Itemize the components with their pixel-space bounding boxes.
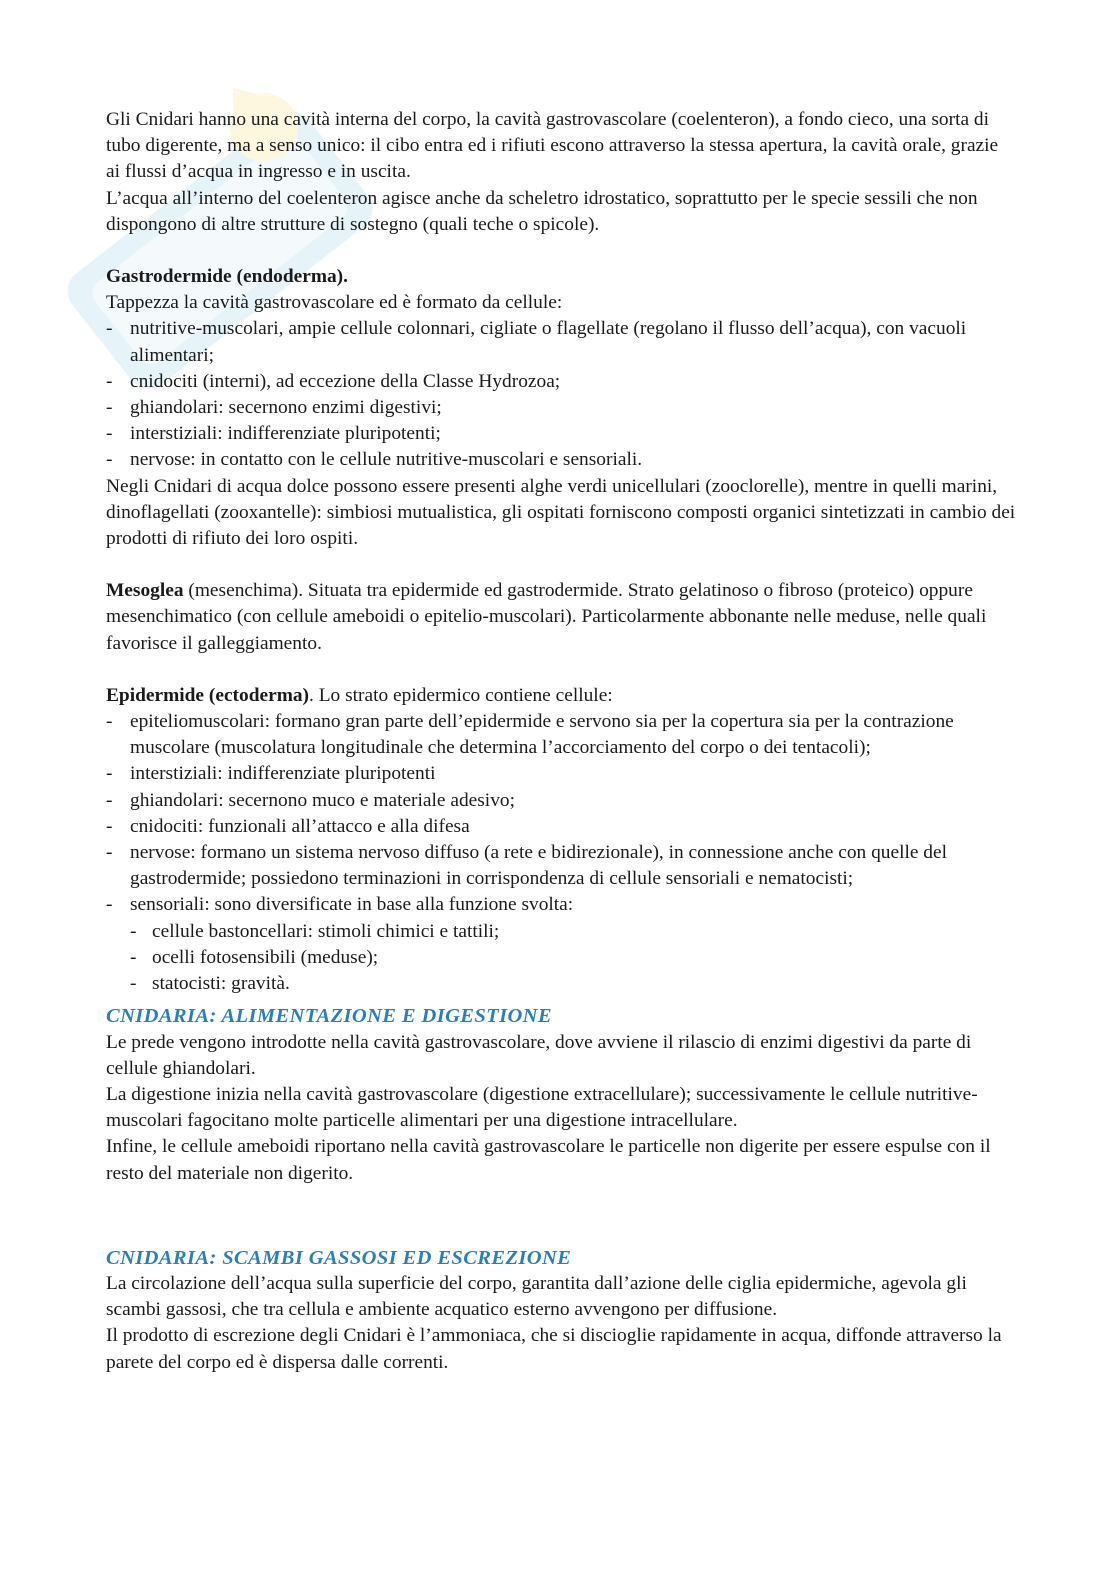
gastrodermide-after: Negli Cnidari di acqua dolce possono essere presenti alghe verdi unicellulari (zooclorelle), mentre in quelli marini, dinoflagellati (zooxantelle): simbiosi mutualistica, gli ospitati forniscono composti organici sintetizzati in cambio dei prodotti di rifiuto dei loro ospiti. [106,475,1016,550]
mesoglea-paragraph [106,578,1016,657]
gastrodermide-lead: Tappezza la cavità gastrovascolare ed è formato da cellule: [106,292,563,314]
sensoriali-sublist [130,919,1016,998]
epidermide-lead: . Lo strato epidermico contiene cellule: [309,684,613,706]
alimentazione-heading: CNIDARIA: ALIMENTAZIONE E DIGESTIONE [106,1005,552,1028]
intro-paragraph-1: Gli Cnidari hanno una cavità interna del corpo, la cavità gastrovascolare (coelenteron), a fondo cieco, una sorta di tubo digerente, ma a senso unico: il cibo entra ed i rifiuti escono attraverso la stessa apertura, la cavità orale, grazie ai flussi d’acqua in ingresso e in uscita. [106,109,999,183]
list-item-text: sensoriali: sono diversificate in base alla funzione svolta: [130,894,574,916]
epidermide-title: Epidermide (ectoderma) [106,684,310,706]
alimentazione-paragraph-2: La digestione inizia nella cavità gastrovascolare (digestione extracellulare); successivamente le cellule nutritive-muscolari fagocitano molte particelle alimentari per una digestione intracellulare. [106,1083,978,1132]
list-item: - cnidociti: funzionali all’attacco e alla difesa [106,814,1016,840]
list-item: - ghiandolari: secernono enzimi digestivi; [106,395,1016,421]
list-item: - epiteliomuscolari: formano gran parte dell’epidermide e servono sia per la copertura sia per la contrazione muscolare (muscolatura longitudinale che determina l’accorciamento del corpo o dei tentacoli); [106,709,1016,761]
mesoglea-title: Mesoglea [106,580,184,602]
epidermide-paragraph [106,683,1016,709]
alimentazione-paragraph-1: Le prede vengono introdotte nella cavità gastrovascolare, dove avviene il rilascio di enzimi digestivi da parte di cellule ghiandolari. [106,1031,972,1079]
sublist-item: - cellule bastoncellari: stimoli chimici e tattili; [130,919,1016,945]
epidermide-list [106,709,1016,997]
scambi-paragraph-1: La circolazione dell’acqua sulla superficie del corpo, garantita dall’azione delle ciglia epidermiche, agevola gli scambi gassosi, che tra cellula e ambiente acquatico esterno avvengono per diffusione. [106,1272,967,1321]
list-item [106,892,1016,997]
sublist-item: - ocelli fotosensibili (meduse); [130,945,1016,971]
intro-paragraph-2: L’acqua all’interno del coelenteron agisce anche da scheletro idrostatico, soprattutto per le specie sessili che non dispongono di altre strutture di sostegno (quali teche o spicole). [106,187,978,235]
gastrodermide-list [106,316,1016,473]
list-item: - cnidociti (interni), ad eccezione della Classe Hydrozoa; [106,369,1016,395]
list-item: - nervose: in contatto con le cellule nutritive-muscolari e sensoriali. [106,447,1016,473]
alimentazione-paragraph-3: Infine, le cellule ameboidi riportano nella cavità gastrovascolare le particelle non digerite per essere espulse con il resto del materiale non digerito. [106,1136,991,1184]
sublist-item: - statocisti: gravità. [130,971,1016,997]
document-page [106,107,1016,1376]
list-item: - ghiandolari: secernono muco e materiale adesivo; [106,788,1016,814]
list-item: - nutritive-muscolari, ampie cellule colonnari, cigliate o flagellate (regolano il flusso dell’acqua), con vacuoli alimentari; [106,316,1016,368]
gastrodermide-title: Gastrodermide (endoderma). [106,266,348,288]
list-item: - nervose: formano un sistema nervoso diffuso (a rete e bidirezionale), in connessione anche con quelle del gastrodermide; possiedono terminazioni in corrispondenza di cellule sensoriali e nematocisti; [106,840,1016,892]
scambi-paragraph-2: Il prodotto di escrezione degli Cnidari è l’ammoniaca, che si discioglie rapidamente in acqua, diffonde attraverso la parete del corpo ed è dispersa dalle correnti. [106,1325,1002,1373]
list-item: - interstiziali: indifferenziate pluripotenti; [106,421,1016,447]
scambi-heading: CNIDARIA: SCAMBI GASSOSI ED ESCREZIONE [106,1246,572,1269]
mesoglea-text: (mesenchima). Situata tra epidermide ed gastrodermide. Strato gelatinoso o fibroso (proteico) oppure mesenchimatico (con cellule ameboidi o epitelio-muscolari). Particolarmente abbonante nelle meduse, nelle quali favorisce il galleggiamento. [106,580,987,654]
list-item: - interstiziali: indifferenziate pluripotenti [106,761,1016,787]
